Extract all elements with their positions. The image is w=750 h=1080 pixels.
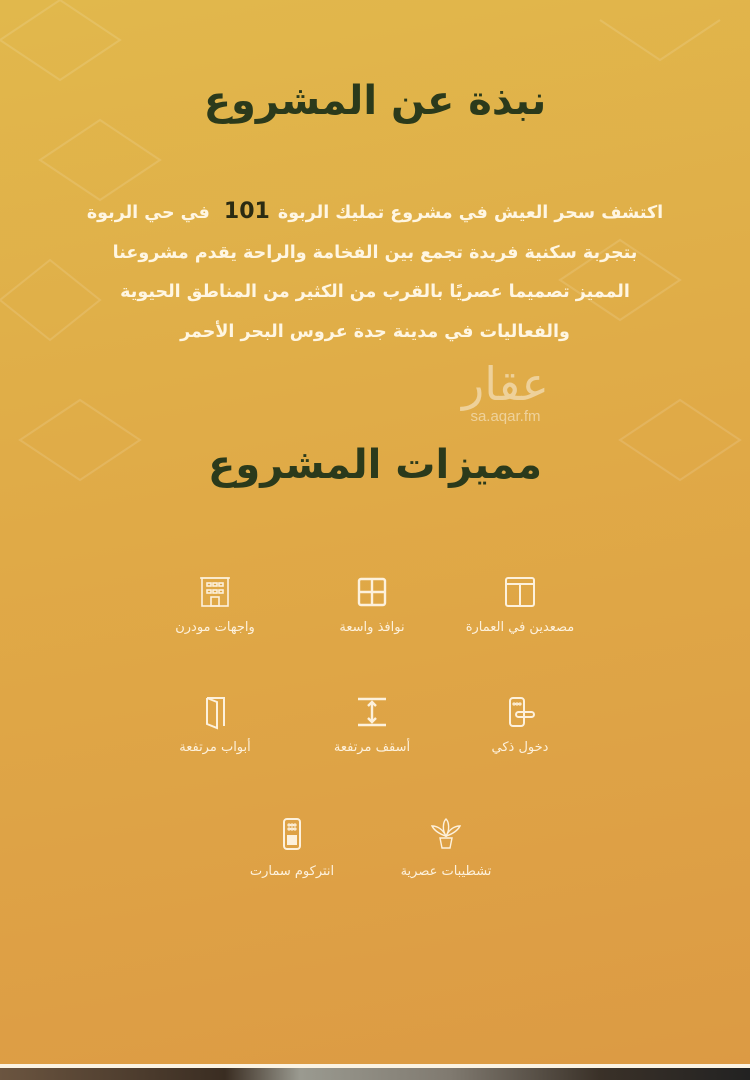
smart-lock-icon xyxy=(502,694,538,730)
feature-label: نوافذ واسعة xyxy=(339,620,405,635)
description-line-4: والفعاليات في مدينة جدة عروس البحر الأحمر xyxy=(180,321,570,342)
features-title: مميزات المشروع xyxy=(208,442,542,488)
feature-item xyxy=(287,574,457,635)
feature-label: انتركوم سمارت xyxy=(249,864,335,879)
description-line-1 xyxy=(60,192,690,234)
plant-icon xyxy=(428,816,464,852)
feature-item xyxy=(130,574,300,635)
feature-label: مصعدين في العمارة xyxy=(465,620,575,635)
watermark-url: sa.aqar.fm xyxy=(470,408,541,425)
door-icon xyxy=(197,694,233,730)
line1-start: اكتشف سحر العيش في مشروع تمليك الربوة xyxy=(277,203,664,223)
feature-label: أبواب مرتفعة xyxy=(179,740,251,755)
feature-label: أسقف مرتفعة xyxy=(333,740,411,755)
feature-item xyxy=(207,816,377,879)
feature-label: دخول ذكي xyxy=(491,740,549,755)
description-line-2: بتجربة سكنية فريدة تجمع بين الفخامة والراحة يقدم مشروعنا xyxy=(112,242,638,263)
line1-end: في حي الربوة xyxy=(86,203,210,223)
description-line-3: المميز تصميما عصريًا بالقرب من الكثير من المناطق الحيوية xyxy=(120,282,630,302)
feature-item xyxy=(361,816,531,879)
intercom-icon xyxy=(274,816,310,852)
window-icon xyxy=(354,574,390,610)
next-section-image-strip xyxy=(0,1068,750,1080)
building-icon xyxy=(197,574,233,610)
elevator-icon xyxy=(502,574,538,610)
feature-label: تشطيبات عصرية xyxy=(400,864,492,879)
project-number: 101 xyxy=(223,199,270,224)
watermark-logo: عقار xyxy=(462,357,549,411)
feature-label: واجهات مودرن xyxy=(175,620,255,635)
feature-item xyxy=(130,694,300,755)
about-description xyxy=(60,192,690,352)
feature-item xyxy=(435,574,605,635)
watermark xyxy=(462,357,549,425)
feature-item xyxy=(287,694,457,755)
about-title: نبذة عن المشروع xyxy=(203,78,547,124)
ceiling-height-icon xyxy=(354,694,390,730)
feature-item xyxy=(435,694,605,755)
